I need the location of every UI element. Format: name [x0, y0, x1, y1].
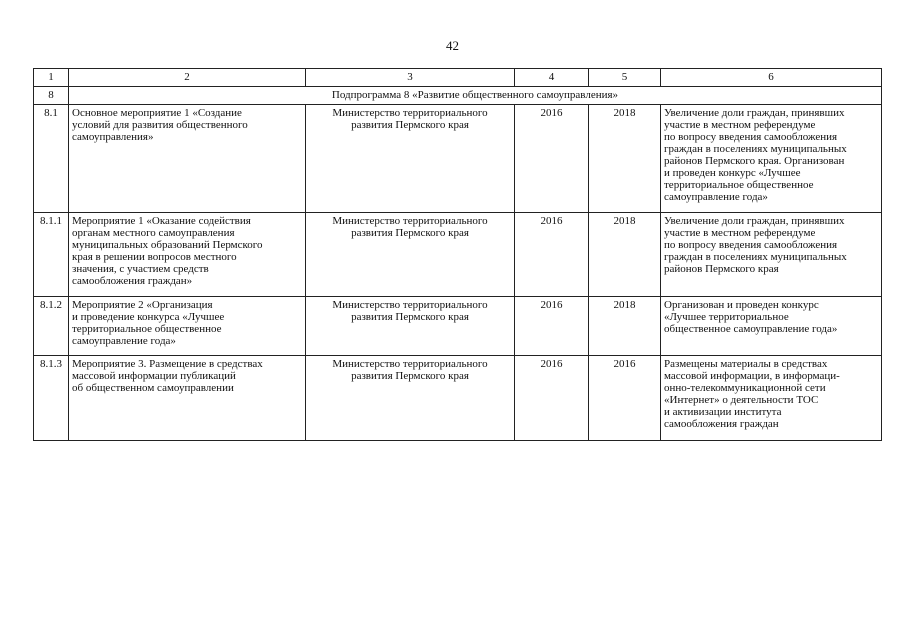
table-row	[34, 356, 882, 441]
result-cell: Организован и проведен конкурс «Лучшее территориальное общественное самоуправление года»	[661, 297, 882, 356]
start-year-cell: 2016	[515, 356, 589, 441]
row-number: 8.1	[34, 105, 69, 213]
start-year-cell: 2016	[515, 297, 589, 356]
table-row	[34, 297, 882, 356]
activity-cell: Мероприятие 3. Размещение в средствах массовой информации публикаций об общественном самоуправлении	[69, 356, 306, 441]
row-number: 8.1.3	[34, 356, 69, 441]
start-year-cell: 2016	[515, 105, 589, 213]
result-cell: Увеличение доли граждан, принявших участие в местном референдуме по вопросу введения самообложения граждан в поселениях муниципальных районов Пермского края. Организован и проведен конкурс «Лучшее территориальное общественное самоуправление года»	[661, 105, 882, 213]
column-number: 1	[34, 69, 69, 87]
activity-cell: Основное мероприятие 1 «Создание условий для развития общественного самоуправления»	[69, 105, 306, 213]
activity-cell: Мероприятие 2 «Организация и проведение конкурса «Лучшее территориальное общественное самоуправление года»	[69, 297, 306, 356]
result-cell: Увеличение доли граждан, принявших участие в местном референдуме по вопросу введения самообложения граждан в поселениях муниципальных районов Пермского края	[661, 213, 882, 297]
executor-cell: Министерство территориального развития Пермского края	[306, 297, 515, 356]
column-number: 4	[515, 69, 589, 87]
table-row	[34, 213, 882, 297]
executor-cell: Министерство территориального развития Пермского края	[306, 213, 515, 297]
column-number: 3	[306, 69, 515, 87]
row-number: 8.1.2	[34, 297, 69, 356]
column-number-row	[34, 69, 882, 87]
column-number: 5	[589, 69, 661, 87]
page-number: 42	[446, 38, 459, 53]
start-year-cell: 2016	[515, 213, 589, 297]
end-year-cell: 2018	[589, 297, 661, 356]
end-year-cell: 2018	[589, 213, 661, 297]
table-row	[34, 105, 882, 213]
end-year-cell: 2016	[589, 356, 661, 441]
section-title: Подпрограмма 8 «Развитие общественного самоуправления»	[69, 87, 882, 105]
row-number: 8.1.1	[34, 213, 69, 297]
result-cell: Размещены материалы в средствах массовой информации, в информаци- онно-телекоммуникационной сети «Интернет» о деятельности ТОС и активизации института самообложения граждан	[661, 356, 882, 441]
section-row	[34, 87, 882, 105]
column-number: 2	[69, 69, 306, 87]
executor-cell: Министерство территориального развития Пермского края	[306, 105, 515, 213]
end-year-cell: 2018	[589, 105, 661, 213]
program-table	[33, 68, 882, 441]
section-number: 8	[34, 87, 69, 105]
activity-cell: Мероприятие 1 «Оказание содействия органам местного самоуправления муниципальных образований Пермского края в решении вопросов местного значения, с участием средств самообложения граждан»	[69, 213, 306, 297]
column-number: 6	[661, 69, 882, 87]
executor-cell: Министерство территориального развития Пермского края	[306, 356, 515, 441]
